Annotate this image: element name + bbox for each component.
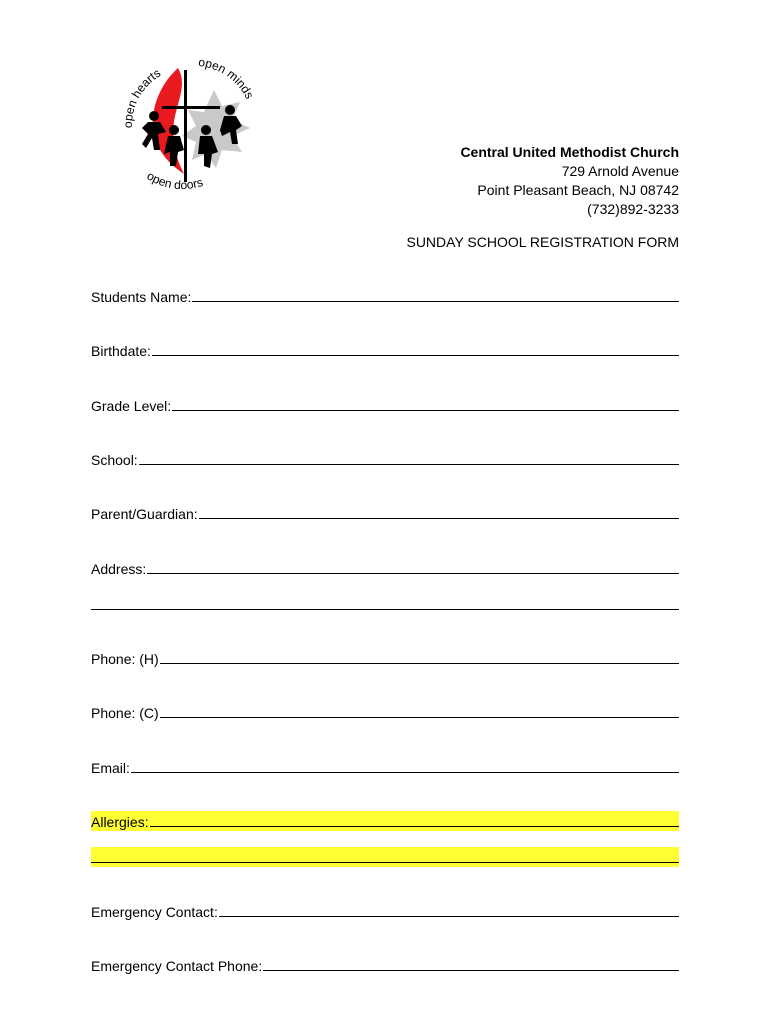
- allergies-label: Allergies:: [91, 814, 149, 830]
- parent-guardian-line[interactable]: [199, 518, 679, 519]
- allergies-second-line[interactable]: [91, 862, 679, 863]
- school-field[interactable]: [91, 449, 679, 469]
- allergies-field[interactable]: [91, 811, 679, 831]
- school-line[interactable]: [139, 464, 679, 465]
- email-label: Email:: [91, 760, 130, 776]
- church-city: Point Pleasant Beach, NJ 08742: [477, 182, 679, 198]
- form-title: SUNDAY SCHOOL REGISTRATION FORM: [406, 234, 679, 250]
- allergies-line[interactable]: [150, 826, 679, 827]
- parent-guardian-field[interactable]: [91, 503, 679, 523]
- phone-home-label: Phone: (H): [91, 651, 159, 667]
- allergies-second-line-field[interactable]: [91, 847, 679, 867]
- phone-home-field[interactable]: [91, 648, 679, 668]
- phone-cell-field[interactable]: [91, 702, 679, 722]
- emergency-contact-phone-field[interactable]: [91, 955, 679, 975]
- students-name-field[interactable]: [91, 286, 679, 306]
- church-name: Central United Methodist Church: [460, 144, 679, 160]
- phone-cell-label: Phone: (C): [91, 705, 159, 721]
- burst-shape: [182, 90, 250, 168]
- address-label: Address:: [91, 561, 147, 577]
- grade-level-label: Grade Level:: [91, 398, 172, 414]
- students-name-label: Students Name:: [91, 289, 192, 305]
- address-line[interactable]: [147, 573, 679, 574]
- emergency-contact-line[interactable]: [219, 916, 679, 917]
- parent-guardian-label: Parent/Guardian:: [91, 506, 198, 522]
- logo-text-open-minds: open minds: [197, 54, 257, 102]
- birthdate-field[interactable]: [91, 340, 679, 360]
- grade-level-field[interactable]: [91, 395, 679, 415]
- address-second-line[interactable]: [91, 609, 679, 610]
- address-second-line-field[interactable]: [91, 594, 679, 614]
- church-street: 729 Arnold Avenue: [561, 163, 679, 179]
- phone-home-line[interactable]: [160, 663, 679, 664]
- church-phone: (732)892-3233: [587, 201, 679, 217]
- emergency-contact-field[interactable]: [91, 901, 679, 921]
- birthdate-line[interactable]: [152, 355, 679, 356]
- email-line[interactable]: [131, 772, 679, 773]
- emergency-contact-phone-label: Emergency Contact Phone:: [91, 958, 263, 974]
- flame-shape: [153, 68, 184, 174]
- grade-level-line[interactable]: [172, 410, 679, 411]
- students-name-line[interactable]: [192, 301, 679, 302]
- phone-cell-line[interactable]: [160, 717, 679, 718]
- email-field[interactable]: [91, 757, 679, 777]
- school-label: School:: [91, 452, 138, 468]
- address-field[interactable]: [91, 558, 679, 578]
- church-address-block: [460, 143, 679, 219]
- logo-text-open-hearts: open hearts: [120, 65, 164, 129]
- church-logo: [118, 50, 263, 205]
- logo-text-open-doors: open doors: [144, 168, 205, 193]
- cross-vertical: [184, 70, 187, 182]
- birthdate-label: Birthdate:: [91, 343, 151, 359]
- emergency-contact-phone-line[interactable]: [263, 970, 679, 971]
- cross-horizontal: [162, 106, 220, 109]
- emergency-contact-label: Emergency Contact:: [91, 904, 218, 920]
